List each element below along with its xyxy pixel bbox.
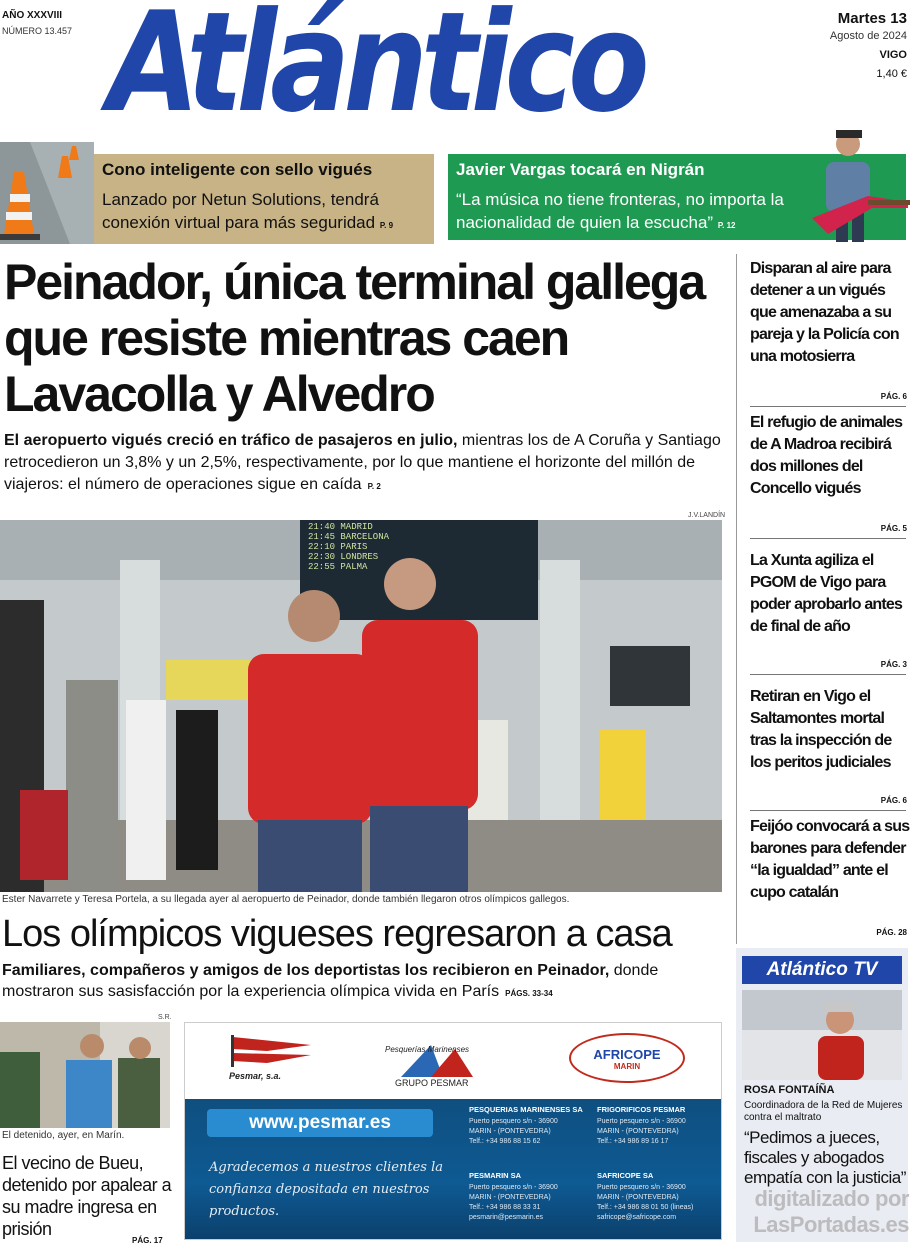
teaser-vargas-page: P. 12: [717, 221, 736, 230]
date-month: Agosto de 2024: [829, 30, 907, 42]
teaser-cono-page: P. 9: [379, 221, 394, 230]
brief-separator: [750, 674, 906, 675]
ad-contact-4: SAFRICOPE SA Puerto pesquero s/n - 36900 MARIN - (PONTEVEDRA) Telf.: +34 986 88 01 50 (lineas) safricope@safricope.com: [597, 1171, 694, 1221]
brief-separator: [750, 810, 906, 811]
pesmar-name: Pesmar, s.a.: [229, 1071, 282, 1081]
bueu-headline[interactable]: El vecino de Bueu, detenido por apalear a su madre ingresa en prisión: [2, 1153, 172, 1239]
bueu-photo[interactable]: [0, 1022, 170, 1128]
photo-credit: J.V.LANDÍN: [688, 512, 726, 519]
teaser-vargas-title: Javier Vargas tocará en Nigrán: [456, 160, 705, 179]
teaser-cono[interactable]: [94, 154, 434, 244]
ad-contact-2: FRIGORIFICOS PESMAR Puerto pesquero s/n - 36900 MARIN - (PONTEVEDRA) Telf.: +34 986 89 16 17: [597, 1105, 686, 1145]
africope-logo: AFRICOPE MARIN: [569, 1033, 685, 1083]
main-page: P. 2: [367, 482, 381, 491]
brief-refugio-page: PÁG. 5: [880, 524, 907, 533]
brief-saltamontes[interactable]: Retiran en Vigo el Saltamontes mortal tras la inspección de los peritos judiciales: [750, 688, 892, 771]
tv-interviewee-role: Coordinadora de la Red de Mujeres contra el maltrato: [744, 1100, 903, 1123]
olimpicos-lead: Familiares, compañeros y amigos de los deportistas los recibieron en Peinador, donde mostraron sus sasisfacción por la experiencia olímpica vivida en París PÁGS. 33-34: [2, 962, 659, 1000]
bueu-photo-credit: S.R.: [158, 1014, 172, 1021]
tv-photo[interactable]: [742, 990, 902, 1080]
brief-motosierra[interactable]: Disparan al aire para detener a un vigués que amenazaba a su pareja y la Policía con una motosierra: [750, 260, 899, 365]
ad-slogan: Agradecemos a nuestros clientes la confianza depositada en nuestros productos.: [209, 1160, 443, 1219]
tv-header: Atlántico TV: [742, 956, 902, 984]
teaser-cono-title: Cono inteligente con sello vigués: [102, 160, 373, 179]
grupo-name: GRUPO PESMAR: [395, 1078, 469, 1088]
brief-separator: [750, 538, 906, 539]
main-photo[interactable]: [0, 520, 722, 892]
date-day: Martes 13: [837, 10, 907, 27]
edition-year: AÑO XXXVIII: [2, 10, 63, 21]
brief-pgom-page: PÁG. 3: [880, 660, 907, 669]
ad-contact-1: PESQUERIAS MARINENSES SA Puerto pesquero s/n - 36900 MARIN - (PONTEVEDRA) Telf.: +34 986 88 15 62: [469, 1105, 583, 1145]
brief-feijoo-page: PÁG. 28: [876, 928, 907, 937]
brief-separator: [750, 406, 906, 407]
brief-motosierra-page: PÁG. 6: [880, 392, 907, 401]
grupo-label: Pesquerías Marinenses: [385, 1045, 470, 1054]
brief-refugio[interactable]: El refugio de animales de A Madroa recibirá dos millones del Concello vigués: [750, 414, 903, 497]
grupo-pesmar-logo-icon: [381, 1031, 491, 1081]
teaser-vargas-text: “La música no tiene fronteras, no importa la nacionalidad de quien la escucha” P. 12: [456, 190, 784, 232]
brief-saltamontes-page: PÁG. 6: [880, 796, 907, 805]
brief-pgom[interactable]: La Xunta agiliza el PGOM de Vigo para poder aprobarlo antes de final de año: [750, 552, 903, 635]
olimpicos-page: PÁGS. 33-34: [505, 989, 553, 998]
ad-website[interactable]: www.pesmar.es: [207, 1109, 433, 1137]
pesmar-ad[interactable]: [184, 1022, 722, 1240]
watermark: digitalizado por LasPortadas.es: [753, 1186, 909, 1237]
edition-number: NÚMERO 13.457: [2, 26, 73, 36]
guitarist-photo[interactable]: [808, 126, 912, 242]
ad-contact-3: PESMARIN SA Puerto pesquero s/n - 36900 MARIN - (PONTEVEDRA) Telf.: +34 986 88 33 31 pesmarin@pesmarin.es: [469, 1171, 558, 1221]
bueu-page: PÁG. 17: [132, 1236, 163, 1245]
flight-board: 21:40 MADRID 21:45 BARCELONA 22:10 PARIS 22:30 LONDRES 22:55 PALMA: [308, 522, 390, 572]
edition-city: VIGO: [879, 49, 907, 61]
pesmar-flag-icon: [227, 1031, 317, 1071]
tv-quote: “Pedimos a jueces, fiscales y abogados empatía con la justicia”: [744, 1128, 906, 1187]
brief-feijoo[interactable]: Feijóo convocará a sus barones para defender “la igualdad” ante el cupo catalán: [750, 818, 910, 901]
column-divider: [736, 254, 737, 944]
main-headline[interactable]: Peinador, única terminal gallega que resiste mientras caen Lavacolla y Alvedro: [4, 254, 705, 422]
photo-caption: Ester Navarrete y Teresa Portela, a su llegada ayer al aeropuerto de Peinador, donde también llegaron otros olímpicos gallegos.: [2, 894, 570, 905]
main-lead: El aeropuerto vigués creció en tráfico de pasajeros en julio, mientras los de A Coruña y Santiago retrocedieron un 3,8% y un 2,5%, respectivamente, por lo que mantiene el horizonte del millón de viajeros: el número de operaciones sigue en caída P. 2: [4, 432, 721, 493]
newspaper-logo[interactable]: Atlántico: [108, 0, 643, 143]
traffic-cone-photo[interactable]: [0, 142, 94, 244]
olimpicos-headline[interactable]: Los olímpicos vigueses regresaron a casa: [2, 913, 672, 955]
traffic-cone-icon: [0, 142, 94, 244]
teaser-cono-text: Lanzado por Netun Solutions, tendrá conexión virtual para más seguridad P. 9: [102, 190, 394, 232]
tv-interviewee-name: ROSA FONTAÍÑA: [744, 1084, 835, 1096]
bueu-caption: El detenido, ayer, en Marín.: [2, 1130, 125, 1141]
price: 1,40 €: [876, 68, 907, 80]
